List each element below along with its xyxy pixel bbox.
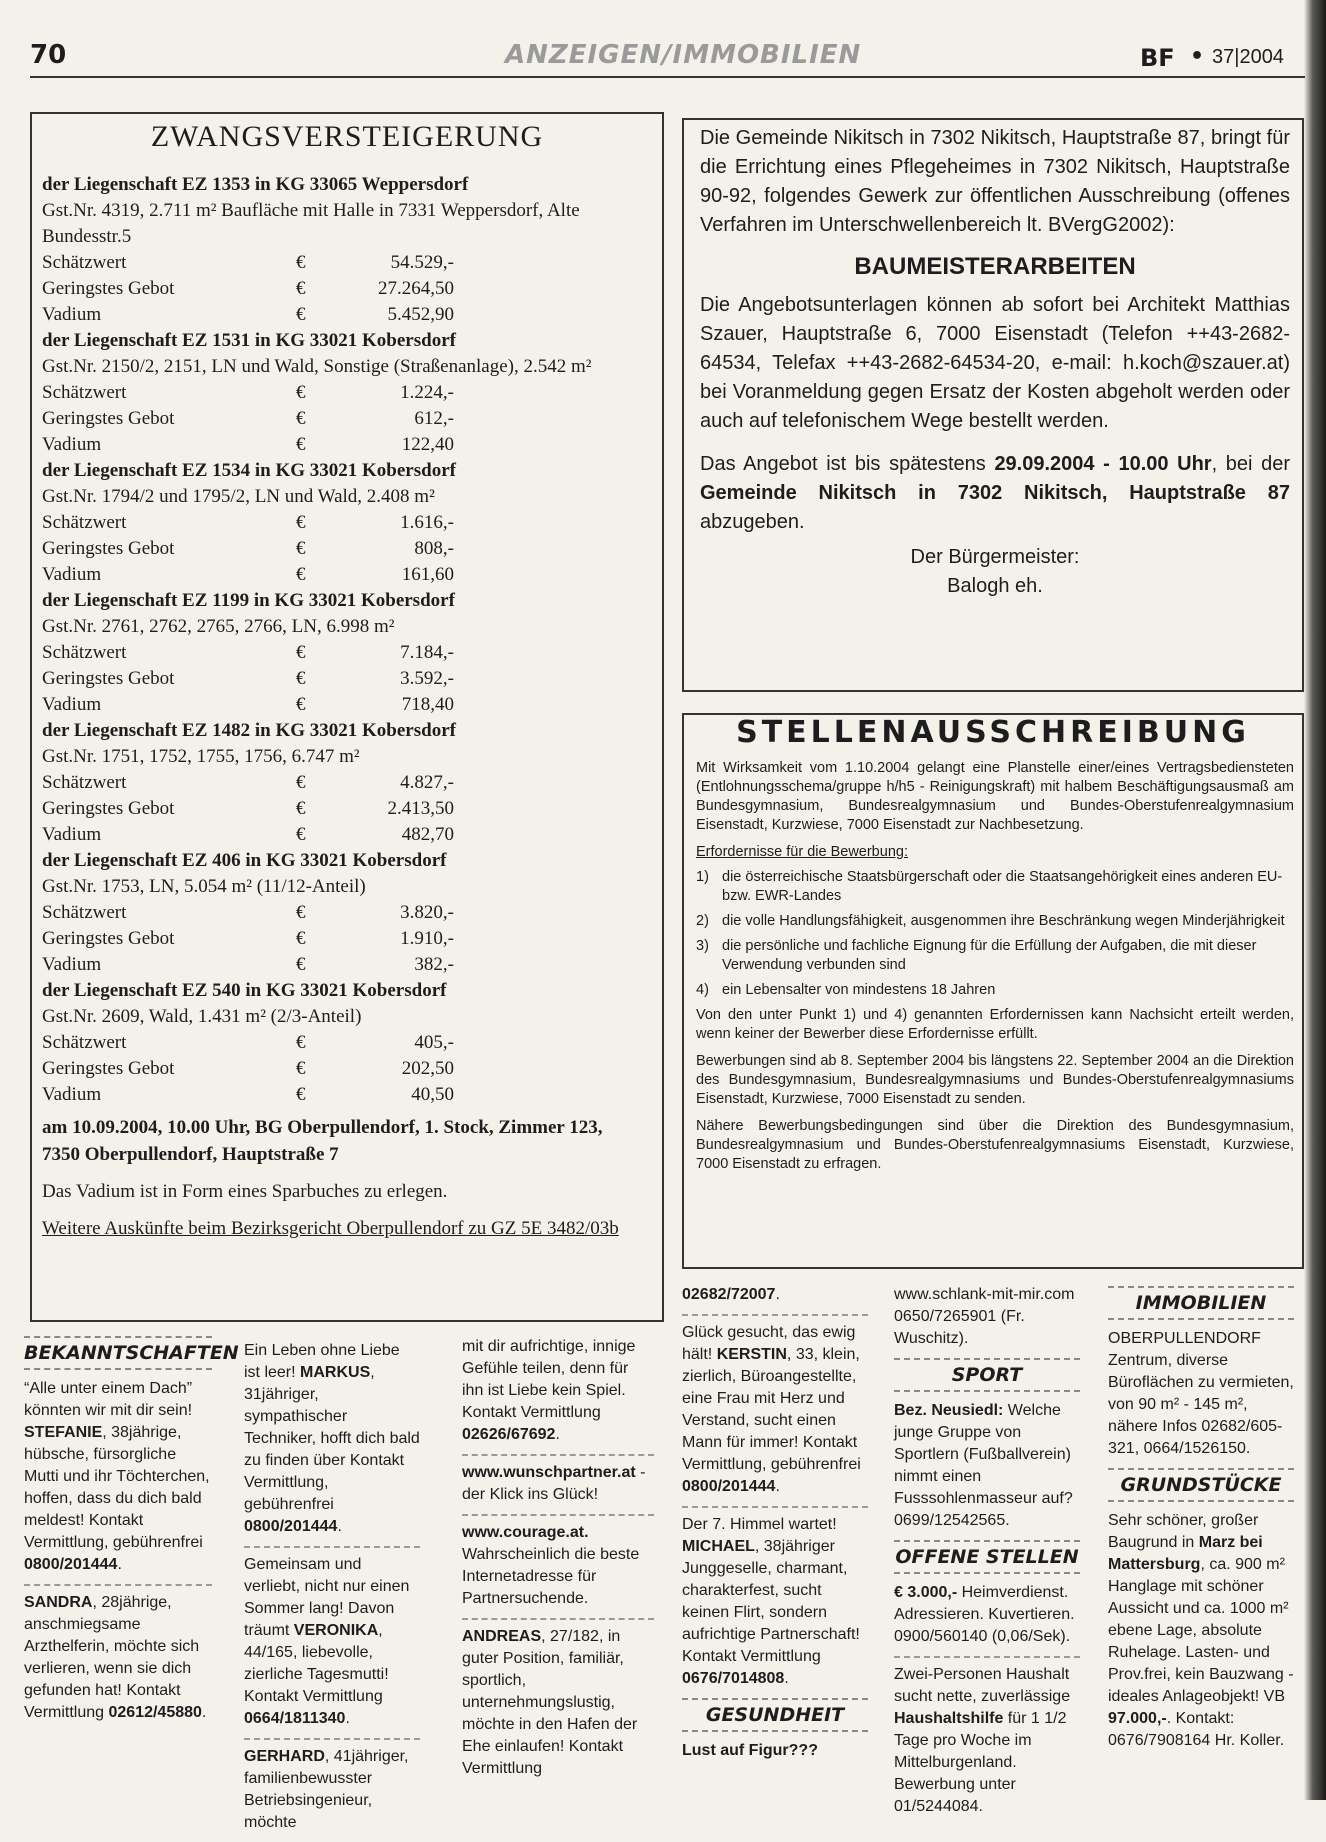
value-label: Vadium [42,564,102,585]
value-label: Schätzwert [42,252,127,273]
value-amount: 3.820,- [400,902,454,923]
auction-notice [30,112,664,1322]
lot-value-row [42,536,652,562]
value-amount: 27.264,50 [378,278,454,299]
category-offene-stellen: OFFENE STELLEN [894,1540,1080,1574]
lot-heading: der Liegenschaft EZ 1353 in KG 33065 Weppersdorf [42,174,469,195]
auction-title: ZWANGSVERSTEIGERUNG [150,120,544,153]
lot-value-row [42,900,652,926]
lot-detail: Gst.Nr. 1753, LN, 5.054 m² (11/12-Anteil) [42,876,366,897]
euro-sign: € [296,434,306,455]
requirement-number: 3) [696,938,709,954]
classified-ad: Bez. Neusiedl: Welche junge Gruppe von Sportlern (Fußballverein) nimmt einen Fusssohlenmasseur auf? 0699/12542565. [894,1402,1073,1529]
value-label: Schätzwert [42,902,127,923]
classified-ad: Der 7. Himmel wartet! MICHAEL, 38jähriger Junggeselle, charmant, charakterfest, sucht keinen Flirt, sondern aufrichtige Partnerschaft! Kontakt Vermittlung 0676/7014808. [682,1516,860,1687]
value-label: Geringstes Gebot [42,408,175,429]
lot-value-row [42,432,652,458]
classified-ad: “Alle unter einem Dach” könnten wir mit dir sein! STEFANIE, 38jährige, hübsche, fürsorgliche Mutti und ihr Töchterchen, hoffen, dass du dich bald meldest! Kontakt Vermittlung, gebührenfrei 0800/201444. [24,1380,210,1573]
tender-intro: Die Gemeinde Nikitsch in 7302 Nikitsch, Hauptstraße 87, bringt für die Errichtung eines Pflegeheimes in 7302 Nikitsch, Hauptstraße 90-92, folgendes Gewerk zur öffentlichen Ausschreibung (offenes Verfahren im Unterschwellenbereich lt. BVergG2002): [700,127,1290,236]
classified-ad: Glück gesucht, das ewig hält! KERSTIN, 33, klein, zierlich, Büroangestellte, eine Frau mit Herz und Verstand, sucht einen Mann für immer! Kontakt Vermittlung, gebührenfrei 0800/201444. [682,1324,861,1495]
value-label: Vadium [42,434,102,455]
classified-ad: www.courage.at. Wahrscheinlich die beste Internetadresse für Partnersuchende. [462,1524,640,1607]
value-label: Geringstes Gebot [42,798,175,819]
value-amount: 40,50 [411,1084,454,1105]
ad-separator [244,1738,420,1740]
lot-value-row [42,380,652,406]
euro-sign: € [296,512,306,533]
value-amount: 1.224,- [400,382,454,403]
vadium-note: Das Vadium ist in Form eines Sparbuches zu erlegen. [42,1181,448,1202]
euro-sign: € [296,408,306,429]
classified-ad: Sehr schöner, großer Baugrund in Marz bei Mattersburg, ca. 900 m² Hanglage mit schöner Aussicht und ca. 1000 m² ebene Lage, absolute Ruhelage. Lasten- und Prov.frei, kein Bauzwang - ideales Anlageobjekt! VB 97.000,-. Kontakt: 0676/7908164 Hr. Koller. [1108,1512,1294,1749]
lot-detail: Gst.Nr. 2150/2, 2151, LN und Wald, Sonstige (Straßenanlage), 2.542 m² [42,356,592,377]
lot-value-row [42,796,652,822]
classifieds-column-2 [244,1340,420,1842]
job-waiver: Von den unter Punkt 1) und 4) genannten Erfordernissen kann Nachsicht erteilt werden, wenn keiner der Bewerber diese Erfordernisse erfüllt. [696,1007,1294,1042]
lot-heading: der Liegenschaft EZ 1534 in KG 33021 Kobersdorf [42,460,456,481]
lot-value-row [42,926,652,952]
issue-number: 37|2004 [1212,46,1284,68]
requirement-text: die volle Handlungsfähigkeit, ausgenommen ihre Beschränkung wegen Minderjährigkeit [722,913,1285,929]
lot-value-row [42,640,652,666]
classified-ad: OBERPULLENDORF Zentrum, diverse Büroflächen zu vermieten, von 90 m² - 145 m², nähere Infos 02682/605-321, 0664/1526150. [1108,1330,1294,1457]
tender-documents: Die Angebotsunterlagen können ab sofort bei Architekt Matthias Szauer, Hauptstraße 6, 7000 Eisenstadt (Telefon ++43-2682-64534, Telefax ++43-2682-64534-20, e-mail: h.koch@szauer.at) bei Voranmeldung gegen Ersatz der Kosten abgeholt werden oder auch auf telefonischem Wege bestellt werden. [700,294,1290,432]
euro-sign: € [296,642,306,663]
section-title: ANZEIGEN/IMMOBILIEN [505,40,862,70]
euro-sign: € [296,564,306,585]
euro-sign: € [296,928,306,949]
category-gesundheit: GESUNDHEIT [682,1698,868,1732]
publication-name: BF [1140,44,1175,72]
classifieds-column-4 [682,1284,868,1770]
lot-detail: Gst.Nr. 2609, Wald, 1.431 m² (2/3-Anteil) [42,1006,362,1027]
value-amount: 3.592,- [400,668,454,689]
classified-ad: 02682/72007. [682,1286,780,1303]
requirement-text: die österreichische Staatsbürgerschaft oder die Staatsangehörigkeit eines anderen EU- bzw. EWR-Landes [722,869,1283,904]
value-amount: 54.529,- [390,252,454,273]
auction-date: am 10.09.2004, 10.00 Uhr, BG Oberpullendorf, 1. Stock, Zimmer 123, 7350 Oberpullendorf, Hauptstraße 7 [42,1117,603,1165]
lot-value-row [42,276,652,302]
lot-value-row [42,1056,652,1082]
value-label: Schätzwert [42,642,127,663]
requirement-number: 4) [696,982,709,998]
lot-detail: Gst.Nr. 1794/2 und 1795/2, LN und Wald, 2.408 m² [42,486,435,507]
value-amount: 202,50 [401,1058,454,1079]
euro-sign: € [296,954,306,975]
ad-separator [462,1454,654,1456]
requirement-item [696,937,1294,975]
euro-sign: € [296,798,306,819]
value-label: Vadium [42,1084,102,1105]
page-number: 70 [30,40,67,70]
header-rule [30,76,1305,78]
value-label: Vadium [42,954,102,975]
requirement-text: ein Lebensalter von mindestens 18 Jahren [722,982,996,998]
requirement-item [696,981,1294,1000]
euro-sign: € [296,382,306,403]
lot-value-row [42,822,652,848]
value-amount: 1.616,- [400,512,454,533]
value-label: Geringstes Gebot [42,928,175,949]
classifieds-column-6 [1108,1286,1294,1760]
euro-sign: € [296,538,306,559]
value-amount: 2.413,50 [387,798,454,819]
lot-heading: der Liegenschaft EZ 540 in KG 33021 Kobersdorf [42,980,447,1001]
lot-value-row [42,250,652,276]
value-label: Vadium [42,304,102,325]
lot-detail: Gst.Nr. 2761, 2762, 2765, 2766, LN, 6.998 m² [42,616,395,637]
value-amount: 808,- [414,538,454,559]
value-amount: 4.827,- [400,772,454,793]
value-label: Geringstes Gebot [42,668,175,689]
category-immobilien: IMMOBILIEN [1108,1286,1294,1320]
value-amount: 1.910,- [400,928,454,949]
requirement-number: 1) [696,869,709,885]
value-amount: 5.452,90 [387,304,454,325]
requirement-text: die persönliche und fachliche Eignung für die Erfüllung der Aufgaben, die mit dieser Verwendung verbunden sind [722,938,1257,973]
job-requirements-heading: Erfordernisse für die Bewerbung: [696,844,908,860]
ad-separator [462,1618,654,1620]
job-intro: Mit Wirksamkeit vom 1.10.2004 gelangt eine Planstelle einer/eines Vertragsbediensteten (Entlohnungsschema/gruppe h/h5 - Reinigungskraft) mit halbem Beschäftigungsausmaß am Bundesgymnasium, Bundesrealgymnasium und Bundes-Oberstufenrealgymnasium Eisenstadt, Kurzwiese, 7000 Eisenstadt zur Nachbesetzung. [696,760,1294,833]
lot-heading: der Liegenschaft EZ 1199 in KG 33021 Kobersdorf [42,590,455,611]
job-more-info: Nähere Bewerbungsbedingungen sind über die Direktion des Bundesgymnasium, Bundesrealgymnasium und Bundes-Oberstufenrealgymnasiums Eisenstadt, Kurzwiese, 7000 Eisenstadt zu erfragen. [696,1118,1294,1172]
classified-ad: Zwei-Personen Haushalt sucht nette, zuverlässige Haushaltshilfe für 1 1/2 Tage pro Woche im Mittelburgenland. Bewerbung unter 01/5244084. [894,1666,1071,1815]
value-amount: 612,- [414,408,454,429]
ad-separator [682,1506,868,1508]
lot-heading: der Liegenschaft EZ 406 in KG 33021 Kobersdorf [42,850,447,871]
lot-value-row [42,770,652,796]
tender-notice [682,118,1304,692]
value-amount: 161,60 [401,564,454,585]
classified-ad: ANDREAS, 27/182, in guter Position, familiär, sportlich, unternehmungslustig, möchte in den Hafen der Ehe einlaufen! Kontakt Vermittlung [462,1628,638,1777]
lot-heading: der Liegenschaft EZ 1482 in KG 33021 Kobersdorf [42,720,456,741]
court-info: Weitere Auskünfte beim Bezirksgericht Oberpullendorf zu GZ 5E 3482/03b [42,1218,619,1239]
lot-value-row [42,1030,652,1056]
auction-lots [42,172,652,1108]
value-amount: 7.184,- [400,642,454,663]
value-label: Schätzwert [42,772,127,793]
lot-value-row [42,666,652,692]
job-requirements [696,868,1294,1000]
requirement-item [696,868,1294,906]
ad-separator [244,1546,420,1548]
classified-ad: www.schlank-mit-mir.com 0650/7265901 (Fr. Wuschitz). [894,1286,1075,1347]
lot-detail: Gst.Nr. 4319, 2.711 m² Baufläche mit Halle in 7331 Weppersdorf, Alte Bundesstr.5 [42,200,580,247]
euro-sign: € [296,1084,306,1105]
value-label: Vadium [42,824,102,845]
value-label: Geringstes Gebot [42,538,175,559]
lot-value-row [42,952,652,978]
classified-ad: mit dir aufrichtige, innige Gefühle teilen, denn für ihn ist Liebe kein Spiel. Kontakt Vermittlung 02626/67692. [462,1338,636,1443]
ad-separator [682,1314,868,1316]
euro-sign: € [296,902,306,923]
euro-sign: € [296,304,306,325]
lot-value-row [42,562,652,588]
category-bekanntschaften: BEKANNTSCHAFTEN [24,1336,212,1370]
euro-sign: € [296,278,306,299]
classified-ad: www.wunschpartner.at - der Klick ins Glück! [462,1464,646,1503]
euro-sign: € [296,772,306,793]
classifieds-column-1 [24,1330,239,1732]
euro-sign: € [296,668,306,689]
category-grundstuecke: GRUNDSTÜCKE [1108,1468,1294,1502]
lot-detail: Gst.Nr. 1751, 1752, 1755, 1756, 6.747 m² [42,746,360,767]
value-label: Geringstes Gebot [42,278,175,299]
ad-separator [24,1584,212,1586]
euro-sign: € [296,1032,306,1053]
category-sport: SPORT [894,1358,1080,1392]
auction-footer [42,1114,632,1252]
value-label: Vadium [42,694,102,715]
lot-value-row [42,692,652,718]
euro-sign: € [296,1058,306,1079]
page-spine-shadow [1304,0,1326,1800]
lot-value-row [42,510,652,536]
job-applications: Bewerbungen sind ab 8. September 2004 bis längstens 22. September 2004 an die Direktion des Bundesgymnasium, Bundesrealgymnasiums und Bundes-Oberstufenrealgymnasiums Eisenstadt, Kurzwiese, 7000 Eisenstadt zu senden. [696,1053,1294,1107]
classified-ad: € 3.000,- Heimverdienst. Adressieren. Kuvertieren. 0900/560140 (0,06/Sek). [894,1584,1075,1645]
classified-ad: Ein Leben ohne Liebe ist leer! MARKUS, 31jähriger, sympathischer Techniker, hofft dich bald zu finden über Kontakt Vermittlung, gebührenfrei 0800/201444. [244,1342,420,1535]
tender-deadline: Das Angebot ist bis spätestens 29.09.2004 - 10.00 Uhr, bei der Gemeinde Nikitsch in 7302 Nikitsch, Hauptstraße 87 abzugeben. [700,453,1291,533]
ad-separator [894,1656,1080,1658]
classified-ad: GERHARD, 41jähriger, familienbewusster Betriebsingenieur, möchte [244,1748,409,1831]
requirement-item [696,912,1294,931]
lot-value-row [42,406,652,432]
classified-ad: Gemeinsam und verliebt, nicht nur einen Sommer lang! Davon träumt VERONIKA, 44/165, liebevolle, zierliche Tagesmutti! Kontakt Vermittlung 0664/1811340. [244,1556,410,1727]
classifieds-column-3 [462,1336,654,1788]
lot-value-row [42,302,652,328]
value-amount: 405,- [414,1032,454,1053]
job-notice [682,713,1304,1269]
value-amount: 122,40 [401,434,454,455]
signer-title: Der Bürgermeister: [910,546,1080,568]
job-title: STELLENAUSSCHREIBUNG [736,715,1250,750]
lot-value-row [42,1082,652,1108]
value-label: Schätzwert [42,512,127,533]
euro-sign: € [296,824,306,845]
classifieds-column-5 [894,1284,1080,1826]
classified-ad: SANDRA, 28jährige, anschmiegsame Arzthelferin, möchte sich verlieren, wenn sie dich gefunden hat! Kontakt Vermittlung 02612/45880. [24,1594,207,1721]
lot-heading: der Liegenschaft EZ 1531 in KG 33021 Kobersdorf [42,330,456,351]
ad-separator [462,1514,654,1516]
value-amount: 382,- [414,954,454,975]
value-label: Geringstes Gebot [42,1058,175,1079]
euro-sign: € [296,252,306,273]
value-amount: 482,70 [401,824,454,845]
classified-ad: Lust auf Figur??? [682,1742,818,1759]
value-label: Schätzwert [42,1032,127,1053]
signer-name: Balogh eh. [947,575,1043,597]
requirement-number: 2) [696,913,709,929]
value-label: Schätzwert [42,382,127,403]
header-separator: • [1190,44,1205,69]
tender-heading: BAUMEISTERARBEITEN [854,253,1136,280]
euro-sign: € [296,694,306,715]
value-amount: 718,40 [401,694,454,715]
